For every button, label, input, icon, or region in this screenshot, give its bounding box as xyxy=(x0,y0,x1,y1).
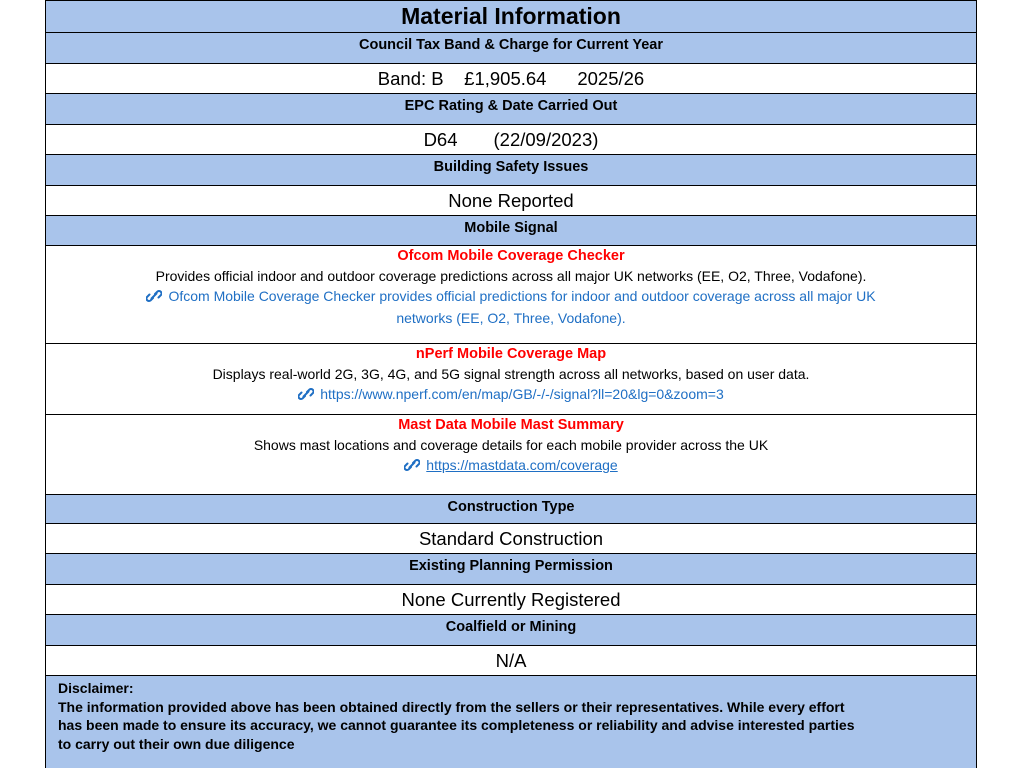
council-tax-band: Band: B xyxy=(377,68,444,89)
construction-header: Construction Type xyxy=(46,494,976,523)
ofcom-description: Provides official indoor and outdoor coverage predictions across all major UK networks (EE, O2, Three, Vodafone). xyxy=(155,268,867,284)
planning-header: Existing Planning Permission xyxy=(46,553,976,584)
council-tax-charge: £1,905.64 xyxy=(464,68,547,89)
mastdata-link-text[interactable]: https://mastdata.com/coverage xyxy=(426,457,618,473)
material-information-sheet xyxy=(45,0,977,768)
council-tax-year: 2025/26 xyxy=(577,68,645,89)
page-title: Material Information xyxy=(46,0,976,32)
link-icon xyxy=(404,457,420,477)
disclaimer-line-1: The information provided above has been obtained directly from the sellers or their representatives. While every effort xyxy=(58,698,845,715)
nperf-title: nPerf Mobile Coverage Map xyxy=(415,346,607,362)
planning-value: None Currently Registered xyxy=(46,584,976,614)
mastdata-section xyxy=(46,414,976,494)
epc-header: EPC Rating & Date Carried Out xyxy=(46,93,976,124)
disclaimer xyxy=(46,675,976,768)
ofcom-title: Ofcom Mobile Coverage Checker xyxy=(397,248,625,264)
construction-value: Standard Construction xyxy=(46,523,976,553)
nperf-description: Displays real-world 2G, 3G, 4G, and 5G signal strength across all networks, based on user data. xyxy=(212,366,810,382)
ofcom-link-line2[interactable]: networks (EE, O2, Three, Vodafone). xyxy=(396,310,626,326)
council-tax-row xyxy=(46,63,976,93)
coalfield-value: N/A xyxy=(46,645,976,675)
disclaimer-line-2: has been made to ensure its accuracy, we cannot guarantee its completeness or reliability and advise interested parties xyxy=(58,717,855,733)
ofcom-link[interactable] xyxy=(46,286,976,308)
link-icon xyxy=(146,288,162,308)
building-safety-value: None Reported xyxy=(46,185,976,215)
epc-date: (22/09/2023) xyxy=(493,129,599,150)
nperf-link-text[interactable]: https://www.nperf.com/en/map/GB/-/-/signal?ll=20&lg=0&zoom=3 xyxy=(320,386,724,402)
council-tax-header: Council Tax Band & Charge for Current Year xyxy=(46,32,976,63)
mastdata-link[interactable] xyxy=(46,455,976,477)
mastdata-title: Mast Data Mobile Mast Summary xyxy=(398,417,624,433)
ofcom-section xyxy=(46,245,976,343)
nperf-link[interactable] xyxy=(46,384,976,406)
epc-rating: D64 xyxy=(423,129,458,150)
mastdata-description: Shows mast locations and coverage details for each mobile provider across the UK xyxy=(253,437,769,453)
coalfield-header: Coalfield or Mining xyxy=(46,614,976,645)
disclaimer-label: Disclaimer: xyxy=(58,680,134,696)
building-safety-header: Building Safety Issues xyxy=(46,154,976,185)
ofcom-link-line1[interactable]: Ofcom Mobile Coverage Checker provides official predictions for indoor and outdoor coverage across all major UK xyxy=(168,288,876,304)
epc-row xyxy=(46,124,976,154)
disclaimer-line-3: to carry out their own due diligence xyxy=(58,735,295,752)
mobile-signal-header: Mobile Signal xyxy=(46,215,976,245)
nperf-section xyxy=(46,343,976,414)
link-icon xyxy=(298,386,314,406)
